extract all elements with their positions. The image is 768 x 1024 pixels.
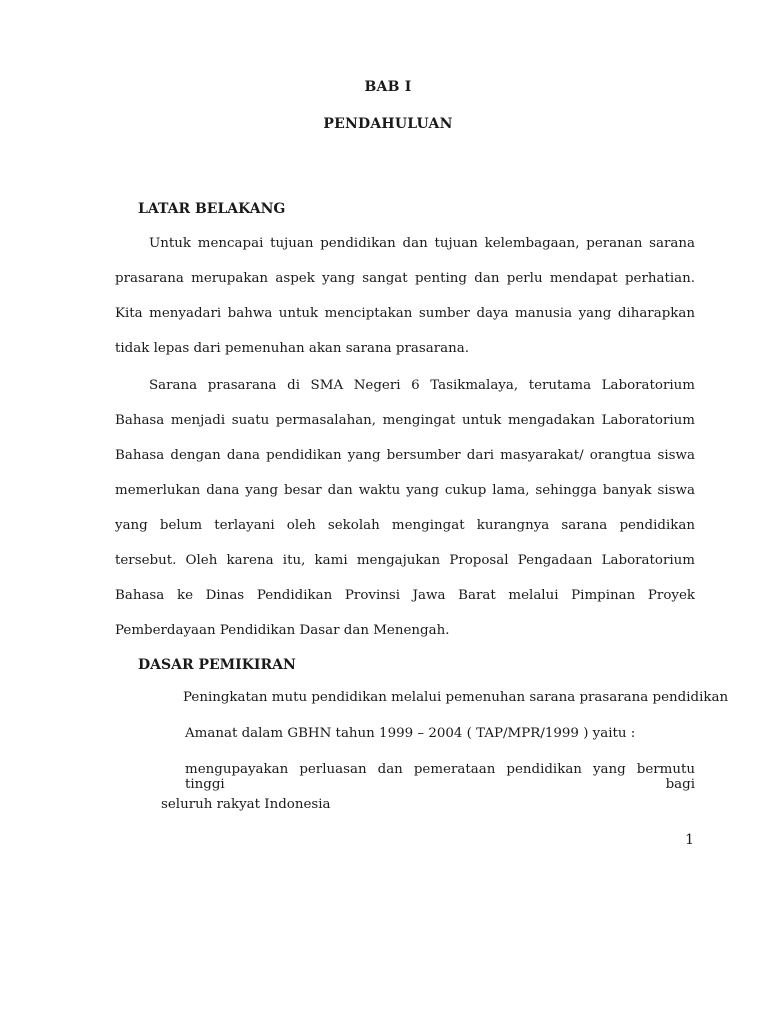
paragraph-latar-belakang-2: Sarana prasarana di SMA Negeri 6 Tasikmalaya, terutama Laboratorium Bahasa menjadi suatu permasalahan, mengingat untuk mengadakan Laboratorium Bahasa dengan dana pendidikan yang bersumber dari masyarakat/ orangtua siswa memerlukan dana yang besar dan waktu yang cukup lama, sehingga banyak siswa yang belum terlayani oleh sekolah mengingat kurangnya sarana pendidikan tersebut. Oleh karena itu, kami mengajukan Proposal Pengadaan Laboratorium Bahasa ke Dinas Pendidikan Provinsi Jawa Barat melalui Pimpinan Proyek Pemberdayaan Pendidikan Dasar dan Menengah.: [115, 378, 695, 638]
chapter-label: BAB I: [364, 79, 412, 95]
section-heading-latar-belakang: LATAR BELAKANG: [138, 201, 286, 217]
page-number: 1: [685, 832, 694, 848]
section-heading-dasar-pemikiran: DASAR PEMIKIRAN: [138, 657, 296, 673]
chapter-title: PENDAHULUAN: [323, 116, 453, 132]
dasar-pemikiran-line-1: Peningkatan mutu pendidikan melalui pemenuhan sarana prasarana pendidikan: [183, 690, 729, 705]
dasar-pemikiran-line-4: seluruh rakyat Indonesia: [161, 797, 331, 812]
dasar-pemikiran-line-2: Amanat dalam GBHN tahun 1999 – 2004 ( TAP/MPR/1999 ) yaitu :: [185, 726, 636, 741]
dasar-pemikiran-line-3: mengupayakan perluasan dan pemerataan pendidikan yang bermutu tinggi bagi: [185, 762, 695, 792]
paragraph-latar-belakang-1: Untuk mencapai tujuan pendidikan dan tujuan kelembagaan, peranan sarana prasarana merupakan aspek yang sangat penting dan perlu mendapat perhatian. Kita menyadari bahwa untuk menciptakan sumber daya manusia yang diharapkan tidak lepas dari pemenuhan akan sarana prasarana.: [115, 236, 695, 356]
